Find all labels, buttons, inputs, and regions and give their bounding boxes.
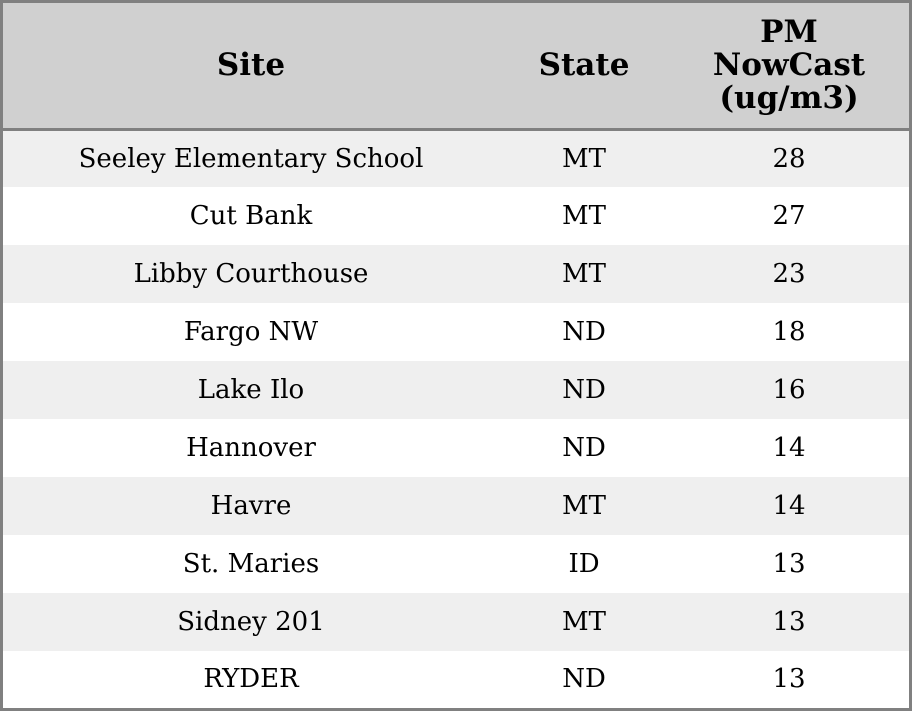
- table-row: [3, 187, 909, 245]
- table-row: [3, 361, 909, 419]
- cell-pm-value: 13: [772, 549, 806, 579]
- cell-state: ND: [562, 317, 606, 347]
- cell-state: MT: [562, 491, 606, 521]
- cell-site: St. Maries: [182, 549, 320, 579]
- table-row: [3, 419, 909, 477]
- column-header-pm-line-3: (ug/m3): [719, 79, 859, 116]
- column-header-state: State: [499, 3, 669, 129]
- cell-state: ND: [562, 664, 606, 694]
- table-header: [3, 3, 909, 129]
- cell-site: Cut Bank: [189, 201, 313, 231]
- cell-site: Hannover: [186, 433, 316, 463]
- header-row: [3, 3, 909, 129]
- cell-site: RYDER: [203, 664, 299, 694]
- cell-site: Sidney 201: [177, 607, 325, 637]
- cell-pm-value: 18: [772, 317, 806, 347]
- column-header-pm-line-2: NowCast: [712, 46, 866, 83]
- table-row: [3, 651, 909, 707]
- table-row: [3, 593, 909, 651]
- cell-state: MT: [562, 259, 606, 289]
- cell-state: MT: [562, 143, 606, 174]
- cell-pm-value: 13: [772, 607, 806, 637]
- cell-state: ID: [568, 549, 600, 579]
- table-row: [3, 535, 909, 593]
- cell-site: Seeley Elementary School: [78, 143, 424, 174]
- cell-state: MT: [562, 201, 606, 231]
- column-header-pm-line-1: PM: [760, 13, 818, 50]
- cell-pm-value: 16: [772, 375, 806, 405]
- cell-site: Fargo NW: [183, 317, 319, 347]
- cell-state: ND: [562, 433, 606, 463]
- cell-pm-value: 28: [772, 143, 806, 174]
- pm-nowcast-table: [3, 3, 909, 707]
- cell-state: ND: [562, 375, 606, 405]
- table-row: [3, 129, 909, 187]
- table-body: [3, 129, 909, 707]
- table-row: [3, 303, 909, 361]
- cell-pm-value: 27: [772, 201, 806, 231]
- column-header-site: Site: [3, 3, 499, 129]
- cell-state: MT: [562, 607, 606, 637]
- cell-site: Libby Courthouse: [133, 259, 369, 289]
- table-row: [3, 477, 909, 535]
- cell-pm-value: 13: [772, 664, 806, 694]
- table-row: [3, 245, 909, 303]
- cell-pm-value: 14: [772, 433, 806, 463]
- cell-pm-value: 14: [772, 491, 806, 521]
- cell-pm-value: 23: [772, 259, 806, 289]
- cell-site: Lake Ilo: [197, 375, 305, 405]
- cell-site: Havre: [210, 491, 292, 521]
- column-header-pm-nowcast: [669, 3, 909, 129]
